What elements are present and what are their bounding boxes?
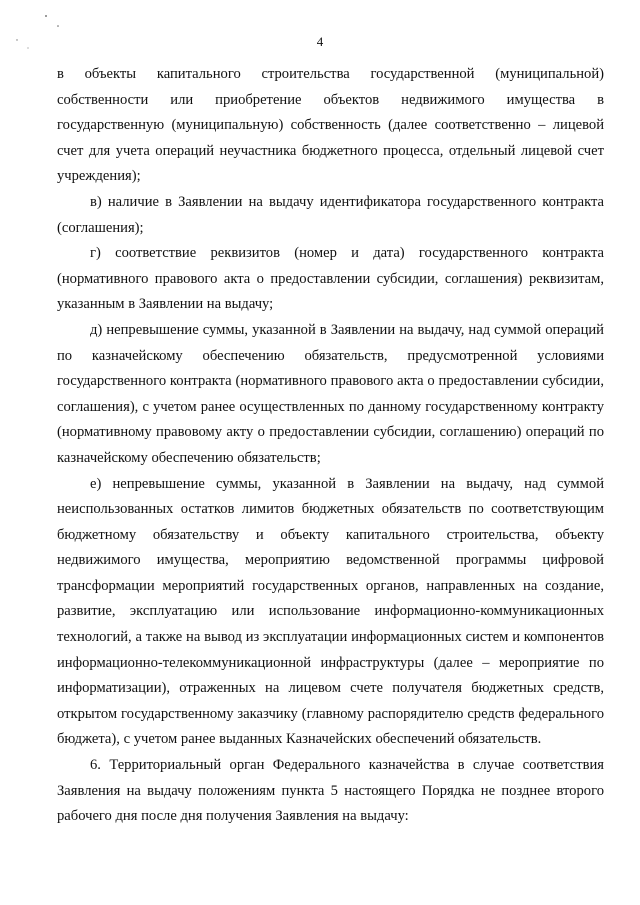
paragraph-section-6: 6. Территориальный орган Федерального казначейства в случае соответствия Заявления на выдачу положениям пункта 5 настоящего Порядка не позднее второго рабочего дня после дня получения Заявления на выдачу: xyxy=(57,757,604,825)
paragraph-continuation: в объекты капитального строительства государственной (муниципальной) собственности или приобретение объектов недвижимого имущества в государственную (муниципальную) собственность (далее соответственно – лицевой счет для учета операций неучастника бюджетного процесса, отдельный лицевой счет учреждения); xyxy=(57,66,604,185)
paragraph-item-e: е) непревышение суммы, указанной в Заявлении на выдачу, над суммой неиспользованных остатков лимитов бюджетных обязательств по соответствующим бюджетному обязательству и объекту капитального строительства, объекту недвижимого имущества, мероприятию ведомственной программы цифровой трансформации мероприятий государственных органов, направленных на создание, развитие, эксплуатацию или использование информационно-коммуникационных технологий, а также на вывод из эксплуатации информационных систем и компонентов информационно-телекоммуникационной инфраструктуры (далее – мероприятие по информатизации), отраженных на лицевом счете получателя бюджетных средств, открытом государственному заказчику (главному распорядителю средств федерального бюджета), с учетом ранее выданных Казначейских обеспечений обязательств. xyxy=(57,475,604,748)
paragraph-item-g: г) соответствие реквизитов (номер и дата) государственного контракта (нормативного правового акта о предоставлении субсидии, соглашения) реквизитам, указанным в Заявлении на выдачу; xyxy=(57,245,604,313)
document-body xyxy=(57,62,604,830)
page-number: 4 xyxy=(316,34,324,49)
paragraph-item-v: в) наличие в Заявлении на выдачу идентификатора государственного контракта (соглашения); xyxy=(57,193,604,236)
paragraph-item-d: д) непревышение суммы, указанной в Заявлении на выдачу, над суммой операций по казначейскому обеспечению обязательств, предусмотренной условиями государственного контракта (нормативного правового акта о предоставлении субсидии, соглашения), с учетом ранее осуществленных по данному государственному контракту (нормативному правовому акту о предоставлении субсидии, соглашению) операций по казначейскому обеспечению обязательств; xyxy=(57,321,604,466)
